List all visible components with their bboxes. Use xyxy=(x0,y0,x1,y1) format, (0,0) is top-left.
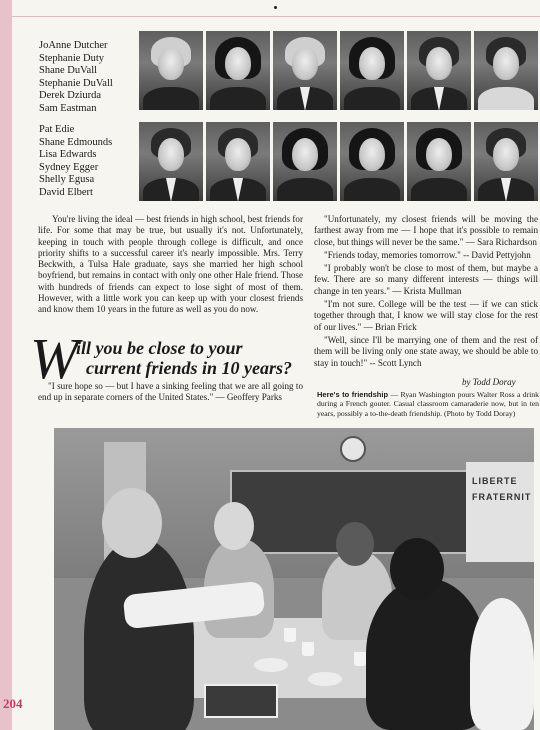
portrait-name: Pat Edie xyxy=(39,124,75,135)
poster-text-liberte: LIBERTE xyxy=(472,476,518,486)
top-marker xyxy=(274,6,277,9)
food-plate xyxy=(308,672,342,686)
student-head xyxy=(390,538,444,600)
article-quotes xyxy=(314,214,538,371)
quote-scott-lynch: "Well, since I'll be marrying one of them and the rest of them will be living only one state away, we should be able to stay in touch!" -- Scott Lynch xyxy=(314,334,538,368)
portrait-photo xyxy=(273,122,337,201)
headline-dropcap: W xyxy=(30,326,79,391)
headline-line-1: ill you be close to your xyxy=(76,338,243,358)
portrait-photo xyxy=(474,122,538,201)
portrait-photo xyxy=(407,122,471,201)
portrait-name: Shelly Egusa xyxy=(39,174,95,185)
portrait-name: Derek Dziurda xyxy=(39,90,102,101)
student xyxy=(470,598,534,730)
intro-paragraph: You're living the ideal — best friends in high school, best friends for life. For some that may be true, but usually it's not. Unfortunately, keeping in touch with people through college is difficult, and once priority shifts to a successful career it's nearly impossible. Mrs. Terry Beckwith, a Tulsa Hale graduate, says she married her high school boyfriend, but remains in contact with only one other Hale friend. Those with hundreds of friends can expect to lose sight of most of them. However, with a little work you can keep up with your closest friends and know them 10 years in the future as well as you do now. xyxy=(38,214,303,315)
portrait-name: JoAnne Dutcher xyxy=(39,40,108,51)
byline: by Todd Doray xyxy=(462,377,516,387)
portrait-name: Shane DuVall xyxy=(39,65,98,76)
quote-sara-richardson: "Unfortunately, my closest friends will be moving the farthest away from me — I hope that it's possible to remain close, but things will never be the same." — Sara Richardson xyxy=(314,214,538,247)
drink-cup xyxy=(284,628,296,642)
portrait-photo xyxy=(340,122,404,201)
portrait-photo xyxy=(340,31,404,110)
yearbook-page xyxy=(12,0,540,730)
quote-geoffrey-parks: "I sure hope so — but I have a sinking feeling that we are all going to end up in separate corners of the United States." — Geoffery Parks xyxy=(38,381,303,403)
caption-lead: Here's to friendship xyxy=(317,390,389,399)
quote-david-pettyjohn: "Friends today, memories tomorrow." -- David Pettyjohn xyxy=(324,249,531,260)
portrait-photo xyxy=(273,31,337,110)
portrait-photo xyxy=(474,31,538,110)
quote-brian-frick: "I'm not sure. College will be the test — if we can stick together through that, I know we will stay close for the rest of our lives." — Brian Frick xyxy=(314,299,538,332)
portrait-photo xyxy=(407,31,471,110)
classroom-photo xyxy=(54,428,534,730)
food-tray xyxy=(204,684,278,718)
portrait-name: Lisa Edwards xyxy=(39,149,97,160)
poster-text-fraternite: FRATERNIT xyxy=(472,492,532,502)
student-letter-jacket xyxy=(84,538,194,730)
page-edge-strip xyxy=(0,0,12,730)
portrait-name: Sam Eastman xyxy=(39,102,97,114)
student-head xyxy=(214,502,254,550)
portrait-name: Shane Edmounds xyxy=(39,136,113,148)
student xyxy=(366,578,486,730)
portrait-name: Stephanie Duty xyxy=(39,52,105,64)
headline-line-2: current friends in 10 years? xyxy=(86,358,293,378)
portrait-name: David Elbert xyxy=(39,186,93,198)
page-number: 204 xyxy=(3,696,23,711)
portrait-name: Sydney Egger xyxy=(39,161,99,173)
top-rule xyxy=(12,16,540,17)
photo-caption xyxy=(317,390,539,418)
portrait-names-group-2 xyxy=(39,124,112,199)
portrait-photo xyxy=(139,122,203,201)
portrait-photo xyxy=(206,122,270,201)
article-intro xyxy=(38,214,303,318)
portrait-photo xyxy=(139,31,203,110)
portrait-name: Stephanie DuVall xyxy=(39,77,113,89)
quote-krista-mullman: "I probably won't be close to most of them, but maybe a few. There are so many different interests — things will change in ten years." — Krista Mullman xyxy=(314,263,538,296)
drink-cup xyxy=(354,652,366,666)
student-head xyxy=(336,522,374,566)
food-plate xyxy=(254,658,288,672)
student-head xyxy=(102,488,162,558)
caption-text: — Ryan Washington pours Walter Ross a drink during a French gouter. Casual classroom camaraderie now, but in ten years, possibly a to-the-death friendship. (Photo by Todd Doray) xyxy=(317,390,539,418)
portrait-photo xyxy=(206,31,270,110)
drink-cup xyxy=(302,642,314,656)
portrait-names-group-1 xyxy=(39,40,113,115)
wall-clock xyxy=(340,436,366,462)
